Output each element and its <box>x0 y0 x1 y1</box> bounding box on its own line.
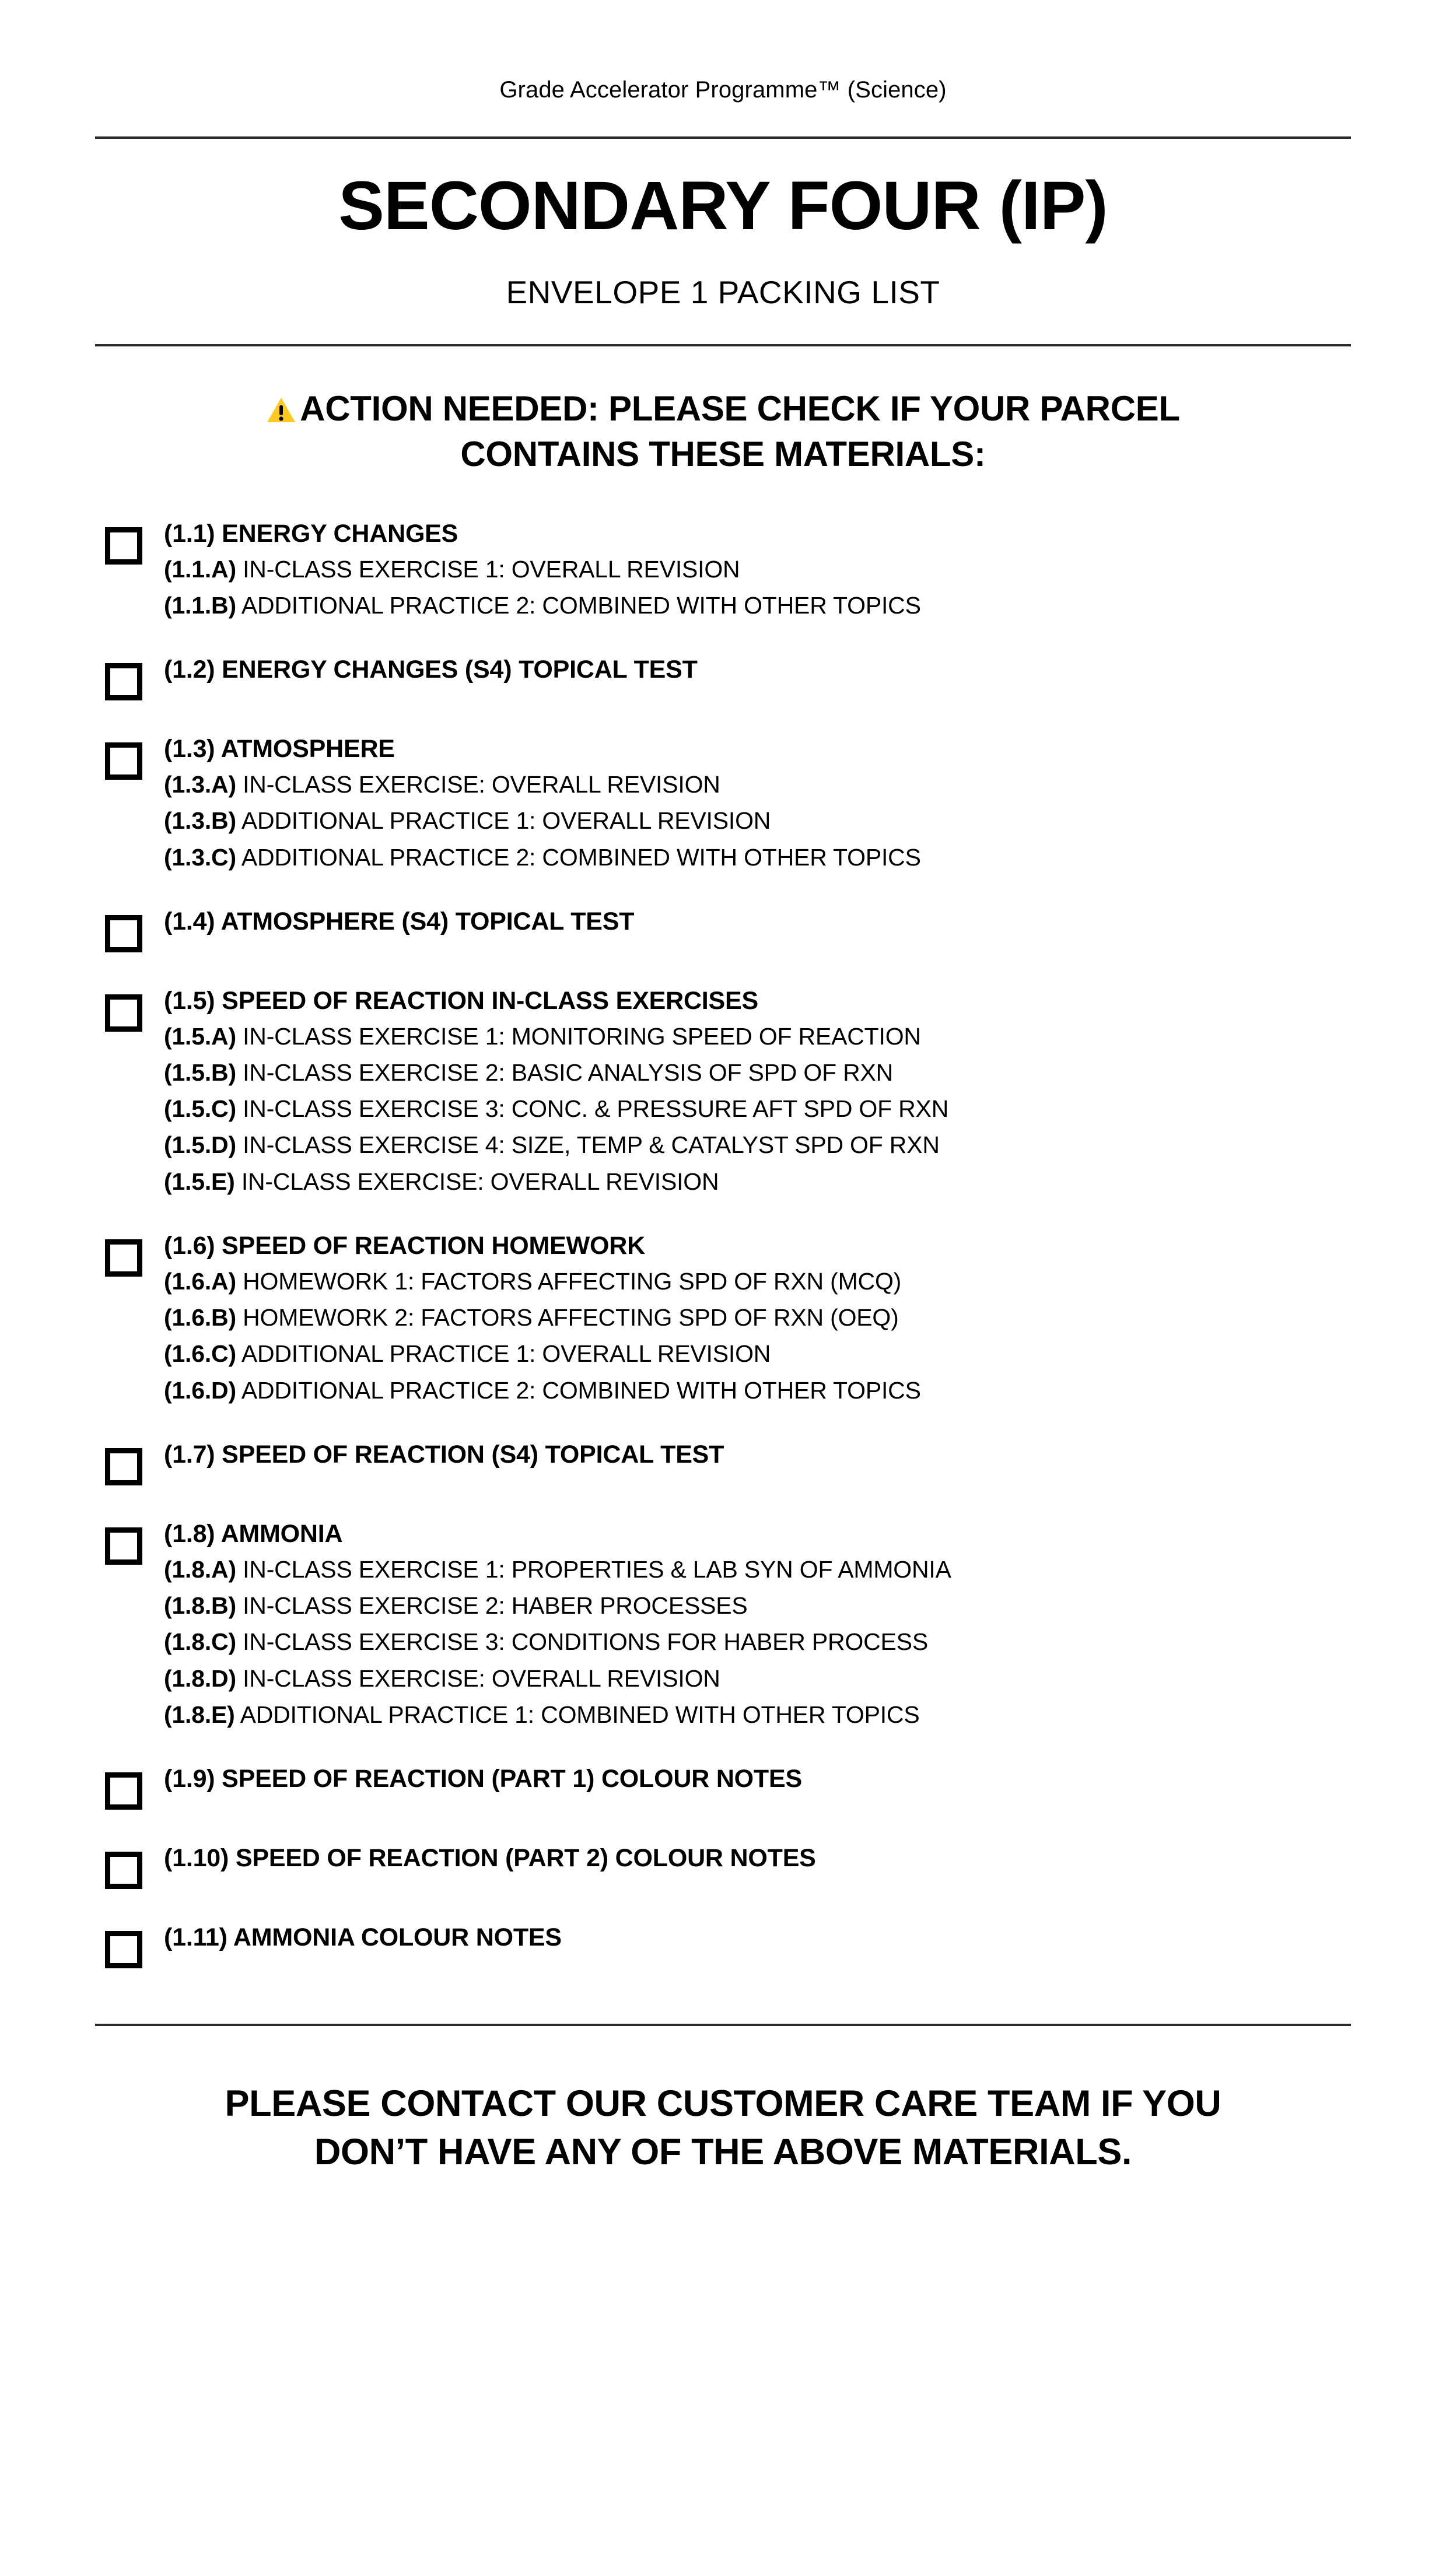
checklist-item-body <box>164 1440 1341 1470</box>
subitem-code: (1.8.D) <box>164 1664 236 1692</box>
checkbox-1-5[interactable] <box>105 994 142 1032</box>
checklist-item-title: (1.9) SPEED OF REACTION (PART 1) COLOUR NOTES <box>164 1765 802 1793</box>
subitem-code: (1.3.B) <box>164 807 236 835</box>
checklist-subitem <box>164 842 1341 873</box>
checkbox-1-9[interactable] <box>105 1772 142 1810</box>
checklist-item-body <box>164 1764 1341 1794</box>
subitem-text: IN-CLASS EXERCISE 2: HABER PROCESSES <box>236 1592 748 1620</box>
checklist-subitem <box>164 1699 1341 1730</box>
page-subtitle: ENVELOPE 1 PACKING LIST <box>506 274 940 310</box>
checklist-subitem <box>164 769 1341 800</box>
checklist-subitem <box>164 1663 1341 1694</box>
subitem-text: IN-CLASS EXERCISE: OVERALL REVISION <box>236 770 720 798</box>
checkbox-1-8[interactable] <box>105 1527 142 1565</box>
footer-divider <box>95 2024 1351 2026</box>
checklist-item <box>105 986 1341 1197</box>
checkbox-1-3[interactable] <box>105 742 142 780</box>
checklist-item-title: (1.1) ENERGY CHANGES <box>164 519 458 548</box>
checklist-item-body <box>164 655 1341 685</box>
materials-checklist <box>0 519 1446 1968</box>
checklist-item-title: (1.7) SPEED OF REACTION (S4) TOPICAL TEST <box>164 1440 724 1469</box>
checklist-item <box>105 1843 1341 1889</box>
subitem-text: IN-CLASS EXERCISE 1: MONITORING SPEED OF REACTION <box>236 1022 921 1050</box>
checklist-item <box>105 1764 1341 1810</box>
subitem-code: (1.5.C) <box>164 1095 236 1123</box>
action-banner-line1: ACTION NEEDED: PLEASE CHECK IF YOUR PARCEL <box>300 388 1180 428</box>
subitem-text: IN-CLASS EXERCISE 1: PROPERTIES & LAB SYN OF AMMONIA <box>236 1555 951 1583</box>
checklist-item-title: (1.3) ATMOSPHERE <box>164 735 395 763</box>
checklist-item-body <box>164 986 1341 1197</box>
checkbox-1-1[interactable] <box>105 527 142 565</box>
checklist-item <box>105 734 1341 873</box>
checklist-item-title: (1.5) SPEED OF REACTION IN-CLASS EXERCISES <box>164 986 758 1015</box>
action-needed-banner <box>125 386 1321 477</box>
subitem-text: IN-CLASS EXERCISE: OVERALL REVISION <box>236 1664 720 1692</box>
subitem-code: (1.5.A) <box>164 1022 236 1050</box>
checklist-item <box>105 1923 1341 1968</box>
subitem-code: (1.8.E) <box>164 1701 235 1728</box>
subitem-text: ADDITIONAL PRACTICE 2: COMBINED WITH OTHER TOPICS <box>236 843 921 871</box>
header-divider-top-wrap <box>0 136 1446 139</box>
checklist-subitem <box>164 1375 1341 1406</box>
checklist-item-title: (1.6) SPEED OF REACTION HOMEWORK <box>164 1232 645 1260</box>
checklist-item-body <box>164 1843 1341 1873</box>
checklist-subitem <box>164 590 1341 621</box>
subitem-code: (1.8.A) <box>164 1555 236 1583</box>
subitem-text: IN-CLASS EXERCISE 3: CONC. & PRESSURE AFT SPD OF RXN <box>236 1095 949 1123</box>
checklist-item-body <box>164 519 1341 621</box>
checklist-item <box>105 1231 1341 1406</box>
warning-triangle-icon <box>266 390 296 418</box>
subitem-text: HOMEWORK 1: FACTORS AFFECTING SPD OF RXN (MCQ) <box>236 1267 902 1295</box>
subitem-text: IN-CLASS EXERCISE 1: OVERALL REVISION <box>236 555 740 583</box>
checklist-subitem <box>164 1266 1341 1297</box>
checklist-subitem <box>164 805 1341 836</box>
checklist-item <box>105 1519 1341 1730</box>
checklist-subitem <box>164 1302 1341 1333</box>
checklist-item-title: (1.4) ATMOSPHERE (S4) TOPICAL TEST <box>164 907 635 935</box>
checklist-subitem <box>164 1338 1341 1369</box>
header-divider-top <box>95 136 1351 139</box>
subitem-code: (1.5.B) <box>164 1059 236 1086</box>
checklist-item <box>105 907 1341 952</box>
checklist-item-title: (1.2) ENERGY CHANGES (S4) TOPICAL TEST <box>164 656 698 684</box>
checklist-subitem <box>164 1627 1341 1657</box>
subitem-code: (1.1.A) <box>164 555 236 583</box>
subitem-text: IN-CLASS EXERCISE 3: CONDITIONS FOR HABER PROCESS <box>236 1628 928 1656</box>
footer-contact-notice <box>99 2080 1347 2177</box>
footer-line2: DON’T HAVE ANY OF THE ABOVE MATERIALS. <box>314 2132 1132 2173</box>
checklist-item <box>105 1440 1341 1485</box>
checklist-item-body <box>164 1519 1341 1730</box>
checkbox-1-6[interactable] <box>105 1239 142 1277</box>
checklist-item-body <box>164 734 1341 873</box>
subitem-text: ADDITIONAL PRACTICE 1: OVERALL REVISION <box>236 1340 771 1368</box>
subitem-text: ADDITIONAL PRACTICE 1: OVERALL REVISION <box>236 807 771 835</box>
checklist-item-body <box>164 907 1341 937</box>
subitem-code: (1.6.C) <box>164 1340 236 1368</box>
subitem-code: (1.5.D) <box>164 1131 236 1159</box>
subitem-code: (1.3.A) <box>164 770 236 798</box>
checklist-subitem <box>164 1094 1341 1124</box>
checklist-item-body <box>164 1923 1341 1953</box>
brand-header: Grade Accelerator Programme™ (Science) <box>499 77 947 103</box>
footer-divider-wrap <box>0 2024 1446 2026</box>
header-divider-bottom-wrap <box>0 344 1446 346</box>
subitem-code: (1.6.B) <box>164 1304 236 1331</box>
subitem-text: IN-CLASS EXERCISE: OVERALL REVISION <box>234 1168 719 1195</box>
subitem-text: IN-CLASS EXERCISE 2: BASIC ANALYSIS OF SPD OF RXN <box>236 1059 894 1086</box>
checklist-item <box>105 519 1341 621</box>
subitem-code: (1.6.A) <box>164 1267 236 1295</box>
checklist-subitem <box>164 1590 1341 1621</box>
subitem-code: (1.6.D) <box>164 1376 236 1404</box>
subitem-text: IN-CLASS EXERCISE 4: SIZE, TEMP & CATALYST SPD OF RXN <box>236 1131 940 1159</box>
page-title: SECONDARY FOUR (IP) <box>338 167 1108 244</box>
subitem-text: HOMEWORK 2: FACTORS AFFECTING SPD OF RXN (OEQ) <box>236 1304 899 1331</box>
checkbox-1-4[interactable] <box>105 915 142 952</box>
checklist-subitem <box>164 1057 1341 1088</box>
checklist-subitem <box>164 1554 1341 1585</box>
checkbox-1-11[interactable] <box>105 1931 142 1968</box>
subitem-code: (1.1.B) <box>164 591 236 619</box>
checklist-subitem <box>164 1166 1341 1197</box>
subitem-code: (1.8.B) <box>164 1592 236 1620</box>
checklist-subitem <box>164 1021 1341 1052</box>
footer-line1: PLEASE CONTACT OUR CUSTOMER CARE TEAM IF YOU <box>225 2083 1221 2125</box>
checklist-item-body <box>164 1231 1341 1406</box>
subitem-text: ADDITIONAL PRACTICE 1: COMBINED WITH OTHER TOPICS <box>234 1701 920 1728</box>
subitem-text: ADDITIONAL PRACTICE 2: COMBINED WITH OTHER TOPICS <box>236 591 921 619</box>
checklist-item-title: (1.11) AMMONIA COLOUR NOTES <box>164 1923 562 1952</box>
checklist-subitem <box>164 554 1341 585</box>
subitem-code: (1.5.E) <box>164 1168 235 1195</box>
action-banner-line2: CONTAINS THESE MATERIALS: <box>460 434 986 474</box>
checklist-item <box>105 655 1341 700</box>
checkbox-1-10[interactable] <box>105 1852 142 1889</box>
checklist-item-title: (1.8) AMMONIA <box>164 1519 343 1548</box>
checkbox-1-2[interactable] <box>105 663 142 700</box>
checklist-subitem <box>164 1130 1341 1161</box>
header-divider-bottom <box>95 344 1351 346</box>
checkbox-1-7[interactable] <box>105 1448 142 1485</box>
subitem-text: ADDITIONAL PRACTICE 2: COMBINED WITH OTHER TOPICS <box>236 1376 921 1404</box>
checklist-item-title: (1.10) SPEED OF REACTION (PART 2) COLOUR NOTES <box>164 1844 816 1873</box>
subitem-code: (1.3.C) <box>164 843 236 871</box>
subitem-code: (1.8.C) <box>164 1628 236 1656</box>
